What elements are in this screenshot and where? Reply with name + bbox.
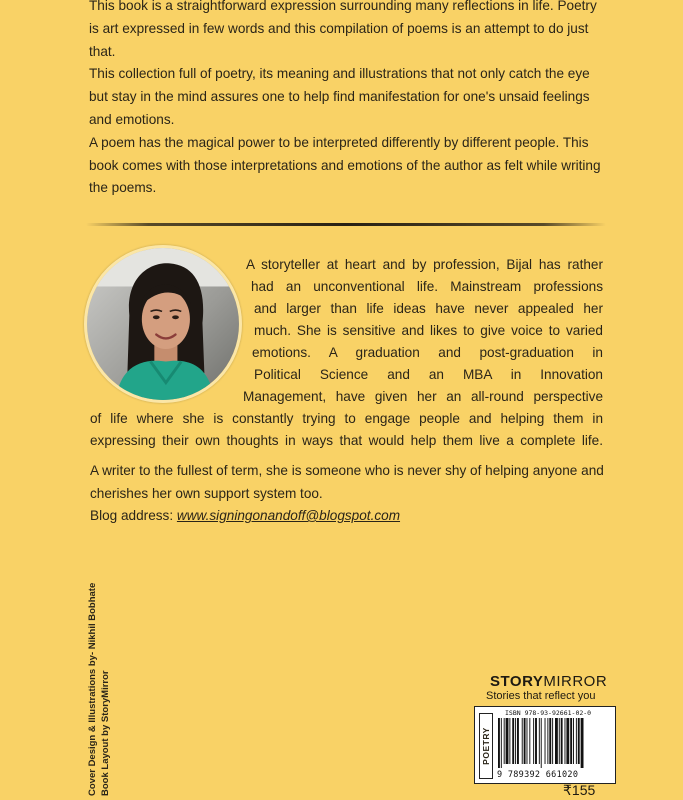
barcode-bar [581,718,584,768]
credit-line-layout: Book Layout by StoryMirror [100,670,111,796]
bio-line: and larger than life ideas have never appealed her [254,301,603,316]
barcode-bar [565,718,566,764]
barcode-bar [573,718,574,764]
publisher-brand-light: MIRROR [543,673,608,690]
bio-line: Management, have given her an all-round perspective [243,389,603,404]
blurb-paragraph: A poem has the magical power to be interpreted differently by different people. This book comes with those interpretations and emotions of the author as felt while writing the poems. [89,134,601,196]
barcode-bar [559,718,560,764]
bio-line: had an unconventional life. Mainstream professions [251,279,603,294]
bio-line: A storyteller at heart and by profession, Bijal has rather [246,257,603,272]
blurb-paragraph: This collection full of poetry, its meaning and illustrations that not only catch the eye but stay in the mind assures one to help find manifestation for one's unsaid feelings and emotions. [89,66,590,127]
section-divider [86,223,606,226]
barcode-bar [524,718,526,764]
barcode-bar [517,718,519,764]
barcode-bar [576,718,577,764]
barcode-bar [549,718,551,764]
barcode-bar [527,718,528,764]
publisher-brand-bold: STORY [490,673,544,690]
blog-label: Blog address: [90,508,177,523]
bio-paragraph: A writer to the fullest of term, she is someone who is never shy of helping anyone and cherishes her own support system too. [90,463,604,501]
genre-label-box [479,713,493,779]
barcode-bar [501,718,502,768]
author-portrait-icon [87,248,239,400]
barcode-bar [555,718,558,764]
barcode-bar [504,718,505,764]
barcode-bar [561,718,563,764]
barcode-bar [545,718,546,764]
barcode-bar [498,718,500,768]
barcode-bar [547,718,548,764]
barcode-bar [535,718,537,764]
bio-line: expressing their own thoughts in ways that would help them live a complete life. [90,433,603,448]
barcode-icon [497,718,612,768]
credit-line-design: Cover Design & Illustrations by- Nikhil Bobhate [87,582,98,796]
barcode-bar [578,718,580,764]
publisher-logo [490,673,607,690]
genre-label: POETRY [481,727,492,765]
bio-line: emotions. A graduation and post-graduation in [252,345,603,360]
barcode-bar [533,718,534,764]
barcode-bar [566,718,569,764]
blurb-paragraph: This book is a straightforward expression surrounding many reflections in life. Poetry is art expressed in few words and this compilation of poems is an attempt to do just that. [89,0,597,59]
blog-link[interactable]: www.signingonandoff@blogspot.com [176,508,401,523]
author-photo [84,245,242,403]
barcode-bar [541,718,542,768]
barcode-bar [509,718,510,764]
blog-address [90,505,605,528]
barcode-bar [529,718,530,764]
bio-paragraph-2 [90,460,605,528]
barcode-bar [512,718,514,764]
price: ₹155 [563,782,596,798]
back-cover-blurb [89,0,604,200]
bio-line: Political Science and an MBA in Innovation [254,367,603,382]
isbn-digits: 9 789392 661020 [497,770,579,780]
credits [86,583,112,796]
isbn-text: ISBN 978-93-92661-02-0 [505,709,592,717]
barcode-bar [570,718,572,764]
publisher-tagline: Stories that reflect you [486,690,596,702]
barcode-bar [506,718,509,764]
bio-line: of life where she is constantly trying to engage people and helping them in [90,411,603,426]
barcode-bar [539,718,540,764]
barcode-bar [552,718,553,764]
barcode-bar [522,718,523,764]
bio-line: much. She is sensitive and likes to give voice to varied [254,323,603,338]
isbn-barcode-box [474,706,616,784]
barcode-bar [515,718,516,764]
